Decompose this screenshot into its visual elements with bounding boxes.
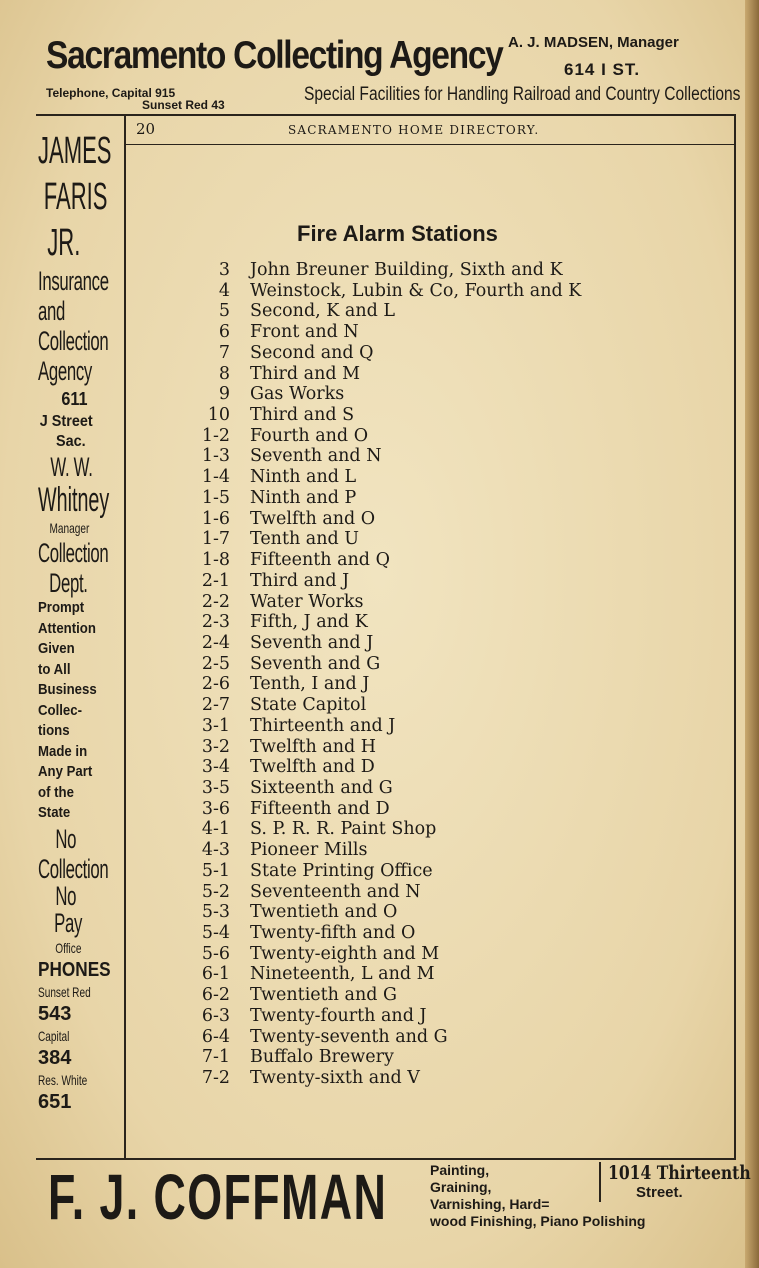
station-code: 4 [218,280,230,301]
station-code: 1-8 [201,550,230,571]
station-code: 2-5 [201,653,230,674]
sidebar-line: JAMES [38,130,112,172]
station-row [180,654,720,675]
sidebar-line: W. W. [50,452,93,482]
station-row [180,633,720,654]
sidebar-line: Business [38,681,97,698]
station-location: Fifteenth and Q [250,550,390,571]
sidebar-line: State [38,804,71,821]
station-location: State Printing Office [250,860,433,881]
station-code: 3-4 [201,757,230,778]
header-ad-tagline: Special Facilities for Handling Railroad and Country Collections [304,84,741,105]
station-code: 1-6 [201,508,230,529]
station-row [180,343,720,364]
station-code: 2-2 [201,591,230,612]
sidebar-divider [124,114,126,1160]
fire-alarm-station-list [180,260,720,1089]
sidebar-line: of the [38,783,74,801]
sidebar-line: Prompt [38,599,85,616]
station-row [180,944,720,965]
station-location: Water Works [250,591,364,612]
station-code: 6-4 [201,1026,230,1047]
station-location: Thirteenth and J [250,715,396,736]
footer-ad-address-1: 1014 Thirteenth [608,1162,751,1184]
station-location: Twelfth and H [250,736,377,757]
sidebar-line: Any Part [38,763,93,780]
station-code: 5-2 [201,881,230,902]
station-row [180,695,720,716]
station-code: 3 [218,260,230,280]
station-location: Fifth, J and K [250,612,368,633]
sidebar-line: Capital [38,1027,70,1044]
station-row [180,488,720,509]
sidebar-ad [38,128,122,1114]
station-location: Twelfth and D [250,757,375,778]
station-location: Twenty-seventh and G [250,1026,448,1047]
station-code: 9 [218,384,230,405]
station-location: Tenth and U [250,529,360,550]
station-code: 3-2 [201,736,230,757]
station-row [180,301,720,322]
sidebar-line: 543 [38,1002,72,1025]
station-location: Third and S [250,405,355,426]
station-code: 5-3 [201,902,230,923]
station-location: Buffalo Brewery [250,1047,394,1068]
station-code: 5-4 [201,923,230,943]
book-spine [745,0,759,1268]
station-row [180,446,720,467]
station-location: Fourth and O [250,425,369,446]
station-location: Pioneer Mills [250,840,368,861]
station-row [180,674,720,695]
station-location: Twenty-fifth and O [250,923,416,943]
station-row [180,364,720,385]
station-location: Gas Works [250,384,345,405]
station-location: Front and N [250,322,359,343]
station-row [180,384,720,405]
station-location: Twelfth and O [250,508,376,529]
station-row [180,778,720,799]
footer-ad-divider [599,1162,601,1202]
station-code: 2-6 [201,674,230,695]
station-code: 2-3 [201,612,230,633]
footer-ad-name: F. J. COFFMAN [48,1161,388,1233]
sidebar-line: Whitney [38,481,110,519]
sidebar-line: No [55,823,77,854]
header-ad-manager: A. J. MADSEN, Manager [508,34,679,51]
sidebar-line: Collection [38,853,109,884]
station-code: 7 [218,342,230,363]
running-head-rule [126,144,734,145]
station-code: 2-1 [201,570,230,591]
footer-ad-services-line: Painting, [430,1162,490,1178]
station-row [180,923,720,944]
station-code: 5-6 [201,943,230,964]
station-code: 1-4 [201,467,230,488]
station-row [180,964,720,985]
sidebar-line: Sac. [56,433,86,450]
station-code: 1-7 [201,529,230,550]
station-code: 6-2 [201,985,230,1006]
station-code: 3-6 [201,798,230,819]
sidebar-line: Collec- [38,701,83,719]
station-location: Twentieth and G [250,985,397,1006]
station-row [180,716,720,737]
station-location: Third and M [250,363,361,384]
running-head: SACRAMENTO HOME DIRECTORY. [288,123,540,137]
station-location: Ninth and L [250,467,357,488]
station-row [180,405,720,426]
station-row [180,281,720,302]
page-number: 20 [136,120,156,138]
station-row [180,550,720,571]
header-ad-telephone-2: Sunset Red 43 [142,98,225,112]
sidebar-line: 384 [38,1046,72,1069]
footer-ad-services-line: Varnishing, Hard= [430,1196,550,1212]
station-row [180,1027,720,1048]
station-location: Third and J [250,570,350,591]
station-row [180,467,720,488]
sidebar-line: and [38,296,66,326]
sidebar-line: Dept. [49,568,88,598]
station-row [180,799,720,820]
header-ad-address: 614 I ST. [564,60,641,79]
sidebar-line: Res. White [38,1071,88,1088]
station-code: 7-1 [201,1047,230,1068]
sidebar-line: J Street [39,413,93,430]
station-location: Second and Q [250,342,374,363]
sidebar-line: PHONES [38,958,111,981]
sidebar-line: JR. [47,222,81,264]
station-code: 6-3 [201,1005,230,1026]
station-row [180,1068,720,1089]
station-location: Fifteenth and D [250,798,390,819]
station-row [180,260,720,281]
station-row [180,737,720,758]
station-row [180,426,720,447]
station-row [180,612,720,633]
station-code: 1-5 [201,487,230,508]
station-location: Twenty-sixth and V [250,1068,420,1089]
header-ad-name: Sacramento Collecting Agency [46,34,503,77]
station-location: John Breuner Building, Sixth and K [250,260,563,280]
section-title: Fire Alarm Stations [297,221,498,246]
station-code: 4-1 [201,819,230,840]
station-location: Weinstock, Lubin & Co, Fourth and K [250,280,582,301]
station-location: Seventh and J [250,632,374,653]
station-row [180,902,720,923]
station-row [180,529,720,550]
station-code: 1-3 [201,446,230,467]
station-code: 5-1 [201,860,230,881]
station-code: 3-5 [201,777,230,798]
sidebar-line: Office [55,939,82,956]
sidebar-line: FARIS [43,176,108,218]
station-code: 10 [207,405,230,426]
station-row [180,757,720,778]
station-location: Sixteenth and G [250,777,393,798]
station-location: S. P. R. R. Paint Shop [250,819,437,840]
station-row [180,592,720,613]
sidebar-line: 651 [38,1090,72,1113]
station-code: 1-2 [201,425,230,446]
station-row [180,1047,720,1068]
sidebar-line: 611 [61,389,88,409]
station-code: 3-1 [201,715,230,736]
station-location: Seventh and N [250,446,382,467]
station-location: Seventh and G [250,653,381,674]
station-row [180,985,720,1006]
station-code: 4-3 [201,840,230,861]
sidebar-line: Pay [54,907,83,938]
sidebar-line: Made in [38,742,88,760]
sidebar-line: Collection [38,326,109,356]
station-location: Tenth, I and J [250,674,370,695]
sidebar-line: Insurance [38,266,109,296]
station-location: State Capitol [250,695,367,716]
station-row [180,509,720,530]
sidebar-line: Attention [38,619,96,637]
station-location: Ninth and P [250,487,357,508]
station-row [180,819,720,840]
station-code: 2-4 [201,632,230,653]
station-row [180,840,720,861]
footer-ad-address-2: Street. [636,1184,683,1201]
station-code: 8 [218,363,230,384]
header-ad-telephone-1: Telephone, Capital 915 [46,86,176,100]
station-code: 7-2 [201,1068,230,1089]
sidebar-line: tions [38,722,70,739]
station-row [180,861,720,882]
station-row [180,322,720,343]
station-location: Twentieth and O [250,902,398,923]
station-code: 6 [218,322,230,343]
sidebar-line: Agency [38,356,92,386]
station-row [180,1006,720,1027]
sidebar-line: Given [38,640,75,657]
station-code: 6-1 [201,964,230,985]
station-location: Twenty-eighth and M [250,943,440,964]
station-row [180,882,720,903]
sidebar-line: to All [38,660,71,678]
footer-ad-services-line: Graining, [430,1179,492,1195]
sidebar-line: Manager [49,520,90,536]
station-location: Second, K and L [250,301,396,322]
station-code: 2-7 [201,695,230,716]
station-row [180,571,720,592]
station-code: 5 [218,301,230,322]
sidebar-line: No [55,880,77,911]
station-location: Seventeenth and N [250,881,421,902]
station-location: Nineteenth, L and M [250,964,435,985]
station-location: Twenty-fourth and J [250,1005,427,1026]
sidebar-line: Collection [38,538,109,568]
footer-ad-services-line: wood Finishing, Piano Polishing [430,1213,646,1229]
sidebar-line: Sunset Red [38,983,91,1000]
